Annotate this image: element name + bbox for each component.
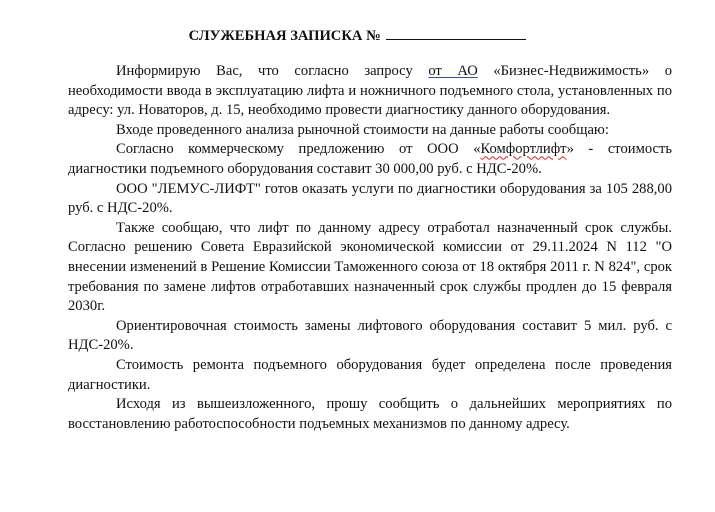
paragraph-market-analysis: Входе проведенного анализа рыночной стоимости на данные работы сообщаю: xyxy=(116,121,609,138)
paragraph-text: Информирую Вас, что согласно запросу xyxy=(116,63,429,79)
paragraph-text: Согласно коммерческому предложению от ООО « xyxy=(116,141,481,158)
paragraph-commercial-offer xyxy=(68,140,672,179)
spellcheck-marked-text: Комфортлифт xyxy=(480,141,567,158)
paragraph-request-actions: Исходя из вышеизложенного, прошу сообщить о дальнейших мероприятиях по восстановлению работоспособности подъемных механизмов по данному адресу. xyxy=(68,396,672,432)
document-body xyxy=(68,62,672,434)
underlined-text: от АО xyxy=(428,63,478,79)
document-title xyxy=(0,26,715,45)
paragraph-request-info xyxy=(68,62,672,121)
paragraph-service-life: Также сообщаю, что лифт по данному адресу отработал назначенный срок службы. Согласно решению Совета Евразийской экономической комиссии от 29.11.2024 N 112 "О внесении изменений в Решение Комиссии Таможенного союза от 18 октября 2011 г. N 824", срок требования по замене лифтов отработавших назначенный срок службы продлен до 15 февраля 2030г. xyxy=(68,219,672,315)
memo-number-blank xyxy=(386,26,526,40)
paragraph-lemus-offer: ООО "ЛЕМУС-ЛИФТ" готов оказать услуги по диагностики оборудования за 105 288,00 руб. с НДС-20%. xyxy=(68,180,672,217)
document-title-text: СЛУЖЕБНАЯ ЗАПИСКА № xyxy=(188,28,381,44)
paragraph-repair-cost: Стоимость ремонта подъемного оборудования будет определена после проведения диагностики. xyxy=(68,356,672,393)
paragraph-replacement-cost: Ориентировочная стоимость замены лифтового оборудования составит 5 мил. руб. с НДС-20%. xyxy=(68,317,672,354)
paragraph-text: » - стоимость диагностики подъемного оборудования составит 30 000,00 руб. с НДС-20%. xyxy=(68,141,672,177)
paragraph-text: «Бизнес-Недвижимость» о необходимости ввода в эксплуатацию лифта и ножничного подъемного стола, установленных по адресу: ул. Новаторов, д. 15, необходимо провести диагностику данного оборудования. xyxy=(68,63,672,119)
